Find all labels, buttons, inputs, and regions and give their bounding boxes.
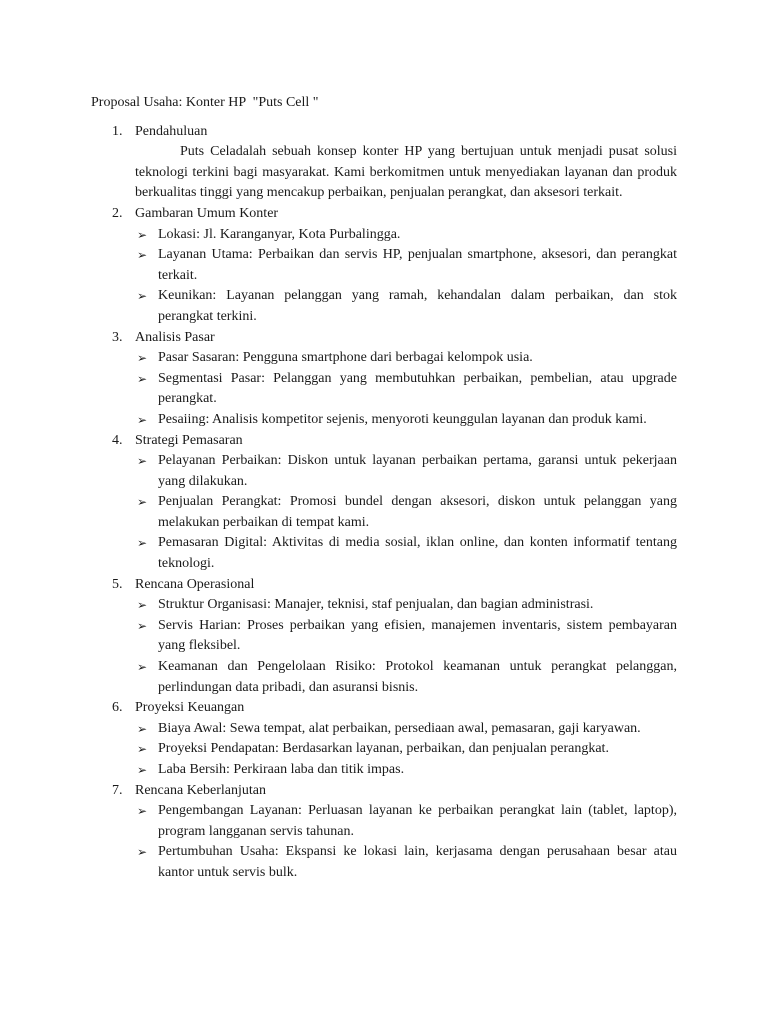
section-number: 3. [112,329,123,345]
list-item-text: Lokasi: Jl. Karanganyar, Kota Purbalingga. [158,226,401,242]
list-item [135,348,677,369]
arrowhead-bullet-icon: ➢ [137,351,148,366]
section-proyeksi-keuangan [91,698,677,780]
document-title: Proposal Usaha: Konter HP "Puts Cell " [91,95,319,110]
list-item-text: Penjualan Perangkat: Promosi bundel dengan aksesori, diskon untuk pelanggan yang melakukan perbaikan di tempat kami. [158,494,677,530]
list-item-text: Struktur Organisasi: Manajer, teknisi, staf penjualan, dan bagian administrasi. [158,597,594,613]
section-number: 5. [112,576,123,592]
list-item-text: Pengembangan Layanan: Perluasan layanan ke perbaikan perangkat lain (tablet, laptop), program langganan servis tahunan. [158,803,677,839]
section-strategi-pemasaran [91,431,677,575]
section-number: 4. [112,432,123,448]
list-item [135,492,677,533]
bullet-list [135,595,677,698]
arrowhead-bullet-icon: ➢ [137,742,148,757]
bullet-list [135,348,677,430]
list-item-text: Keamanan dan Pengelolaan Risiko: Protokol keamanan untuk perangkat pelanggan, perlindungan data pribadi, dan asuransi bisnis. [158,659,677,695]
list-item-text: Layanan Utama: Perbaikan dan servis HP, penjualan smartphone, aksesori, dan perangkat terkait. [158,247,677,283]
section-number: 6. [112,700,123,716]
list-item [135,739,677,760]
arrowhead-bullet-icon: ➢ [137,248,148,263]
bullet-list [135,801,677,883]
list-item-text: Pertumbuhan Usaha: Ekspansi ke lokasi lain, kerjasama dengan perusahaan besar atau kantor untuk servis bulk. [158,844,677,880]
section-pendahuluan [91,122,677,204]
list-item [135,760,677,781]
document-page [91,93,677,884]
arrowhead-bullet-icon: ➢ [137,845,148,860]
list-item [135,719,677,740]
arrowhead-bullet-icon: ➢ [137,660,148,675]
arrowhead-bullet-icon: ➢ [137,804,148,819]
list-item-text: Pesaiing: Analisis kompetitor sejenis, menyoroti keunggulan layanan dan produk kami. [158,411,647,427]
section-heading: Analisis Pasar [135,329,215,345]
section-heading: Strategi Pemasaran [135,432,243,448]
section-rencana-operasional [91,575,677,699]
arrowhead-bullet-icon: ➢ [137,371,148,386]
arrowhead-bullet-icon: ➢ [137,289,148,304]
arrowhead-bullet-icon: ➢ [137,598,148,613]
arrowhead-bullet-icon: ➢ [137,721,148,736]
list-item [135,595,677,616]
list-item-text: Keunikan: Layanan pelanggan yang ramah, kehandalan dalam perbaikan, dan stok perangkat terkini. [158,288,677,324]
list-item [135,286,677,327]
bullet-list [135,225,677,328]
list-item [135,616,677,657]
list-item [135,410,677,431]
list-item-text: Pemasaran Digital: Aktivitas di media sosial, iklan online, dan konten informatif tentang teknologi. [158,535,677,572]
arrowhead-bullet-icon: ➢ [137,495,148,510]
arrowhead-bullet-icon: ➢ [137,412,148,427]
section-number: 1. [112,123,123,139]
list-item-text: Biaya Awal: Sewa tempat, alat perbaikan, persediaan awal, pemasaran, gaji karyawan. [158,720,641,736]
section-gambaran-umum [91,204,677,328]
section-number: 7. [112,782,123,798]
list-item [135,533,677,574]
bullet-list [135,451,677,575]
arrowhead-bullet-icon: ➢ [137,618,148,633]
list-item-text: Pelayanan Perbaikan: Diskon untuk layanan perbaikan pertama, garansi untuk pekerjaan yang dilakukan. [158,453,677,489]
arrowhead-bullet-icon: ➢ [137,454,148,469]
arrowhead-bullet-icon: ➢ [137,227,148,242]
section-heading: Rencana Keberlanjutan [135,782,266,798]
section-heading: Rencana Operasional [135,576,255,592]
bullet-list [135,719,677,781]
list-item-text: Segmentasi Pasar: Pelanggan yang membutuhkan perbaikan, pembelian, atau upgrade perangkat. [158,370,677,407]
section-paragraph: Puts Celadalah sebuah konsep konter HP yang bertujuan untuk menjadi pusat solusi teknologi terkini bagi masyarakat. Kami berkomitmen untuk menyediakan layanan dan produk berkualitas tinggi yang mencakup perbaikan, penjualan perangkat, dan aksesori terkait. [135,144,677,201]
list-item [135,657,677,698]
list-item [135,801,677,842]
list-item-text: Pasar Sasaran: Pengguna smartphone dari berbagai kelompok usia. [158,350,533,366]
section-number: 2. [112,205,123,221]
section-heading: Pendahuluan [135,123,208,139]
list-item [135,369,677,410]
list-item [135,245,677,286]
section-heading: Gambaran Umum Konter [135,205,279,221]
list-item-text: Proyeksi Pendapatan: Berdasarkan layanan, perbaikan, dan penjualan perangkat. [158,741,609,757]
list-item [135,451,677,492]
arrowhead-bullet-icon: ➢ [137,536,148,551]
section-analisis-pasar [91,328,677,431]
list-item-text: Laba Bersih: Perkiraan laba dan titik impas. [158,762,405,777]
section-heading: Proyeksi Keuangan [135,700,245,716]
list-item-text: Servis Harian: Proses perbaikan yang efisien, manajemen inventaris, sistem pembayaran yang fleksibel. [158,617,677,654]
list-item [135,225,677,246]
section-rencana-keberlanjutan [91,781,677,884]
list-item [135,842,677,883]
arrowhead-bullet-icon: ➢ [137,763,148,777]
